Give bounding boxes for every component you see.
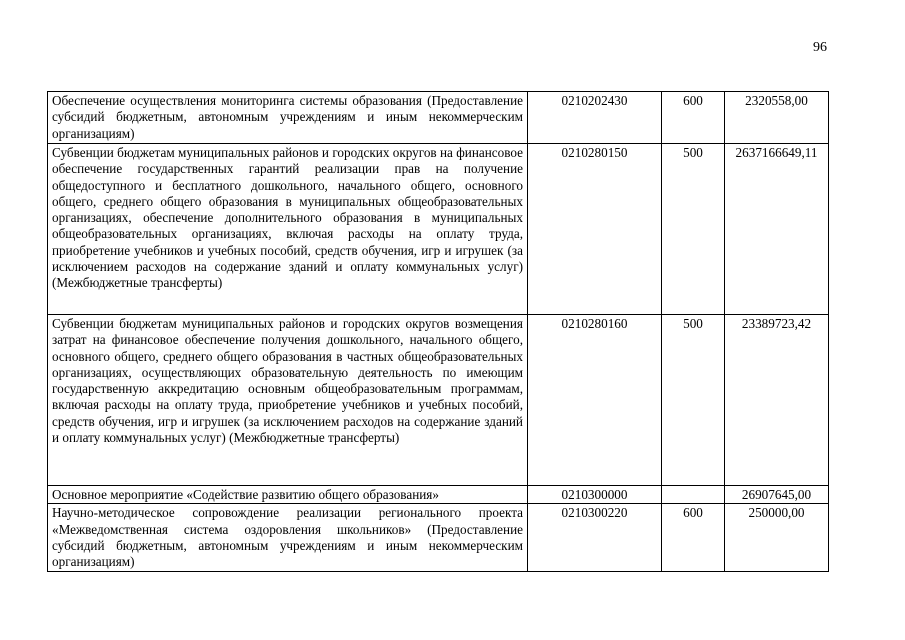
table-row	[48, 144, 829, 315]
row-name: Научно-методическое сопровождение реализации регионального проекта «Межведомственная система оздоровления школьников» (Предоставление субсидий бюджетным, автономным учреждениям и иным некоммерческим организациям)	[48, 504, 528, 572]
row-name: Обеспечение осуществления мониторинга системы образования (Предоставление субсидий бюджетным, автономным учреждениям и иным некоммерческим организациям)	[48, 92, 528, 144]
row-name: Основное мероприятие «Содействие развитию общего образования»	[48, 486, 528, 504]
table-row	[48, 486, 829, 504]
row-type: 500	[662, 144, 725, 315]
budget-table	[47, 91, 829, 572]
page-number: 96	[813, 40, 827, 55]
table-row	[48, 92, 829, 144]
row-code: 0210280150	[528, 144, 662, 315]
row-sum: 250000,00	[725, 504, 829, 572]
row-type: 600	[662, 92, 725, 144]
row-name: Субвенции бюджетам муниципальных районов и городских округов на финансовое обеспечение государственных гарантий реализации прав на получение общедоступного и бесплатного дошкольного, начального общего, основного общего, среднего общего образования в муниципальных общеобразовательных организациях, обеспечение дополнительного образования в муниципальных общеобразовательных организациях, включая расходы на оплату труда, приобретение учебников и учебных пособий, средств обучения, игр и игрушек (за исключением расходов на содержание зданий и оплату коммунальных услуг) (Межбюджетные трансферты)	[48, 144, 528, 315]
row-sum: 2637166649,11	[725, 144, 829, 315]
table-row	[48, 315, 829, 486]
row-code: 0210202430	[528, 92, 662, 144]
row-type	[662, 486, 725, 504]
row-type: 500	[662, 315, 725, 486]
row-code: 0210300220	[528, 504, 662, 572]
row-sum: 26907645,00	[725, 486, 829, 504]
table-row	[48, 504, 829, 572]
row-code: 0210280160	[528, 315, 662, 486]
row-type: 600	[662, 504, 725, 572]
row-code: 0210300000	[528, 486, 662, 504]
row-sum: 2320558,00	[725, 92, 829, 144]
row-name: Субвенции бюджетам муниципальных районов и городских округов возмещения затрат на финансовое обеспечение получения дошкольного, начального общего, основного общего, среднего общего образования в частных общеобразовательных организациях, осуществляющих образовательную деятельность по имеющим государственную аккредитацию основным общеобразовательным программам, включая расходы на оплату труда, приобретение учебников и учебных пособий, средств обучения, игр и игрушек (за исключением расходов на содержание зданий и оплату коммунальных услуг) (Межбюджетные трансферты)	[48, 315, 528, 486]
row-sum: 23389723,42	[725, 315, 829, 486]
